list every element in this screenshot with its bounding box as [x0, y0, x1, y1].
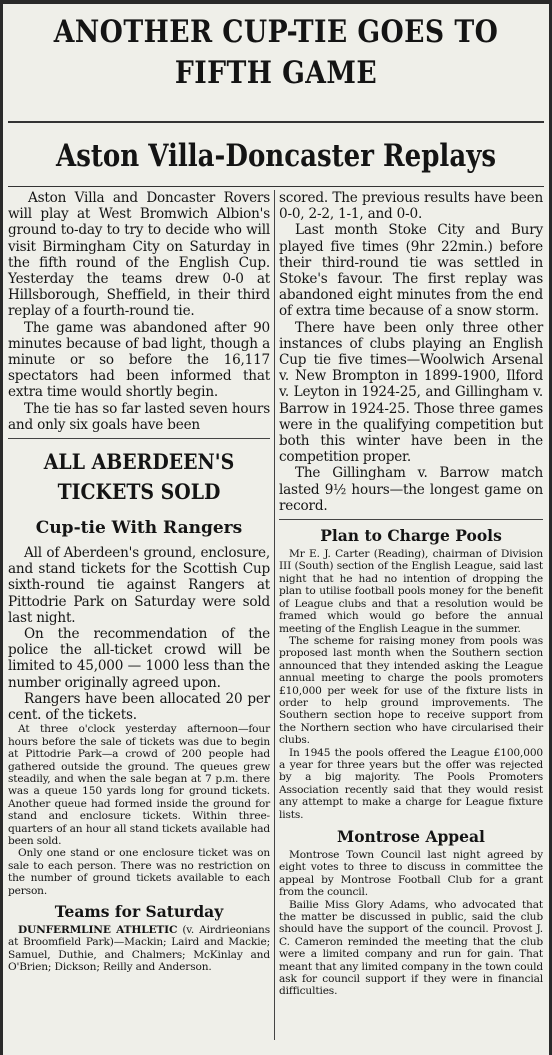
instances-paragraph: There have been only three other instances of clubs playing an English Cup tie five times—Woolwich Arsenal v. New Brompton in 1899-1900, Ilford v. Leyton in 1924-25, and Gillingham v. Barrow in 1924-25. Those three games were in the qualifying competition but both this winter have been in the competition proper. [279, 319, 543, 466]
aberdeen-paragraph-4: At three o'clock yesterday afternoon—four hours before the sale of tickets was due to begin at Pittodrie Park—a crowd of 200 people had gathered outside the ground. The queues grew steadily, and when the sale began at 7 p.m. there was a queue 150 yards long for ground tickets. Another queue had formed inside the ground for stand and enclosure tickets. Within three-quarters of an hour all stand tickets available had been sold. [8, 723, 270, 847]
pools-paragraph-3: In 1945 the pools offered the League £100,000 a year for three years but the offer was rejected by a big majority. The Pools Promoters Association recently said that they would resist any attempt to make a charge for League fixture lists. [279, 746, 543, 821]
aberdeen-headline-line-1: ALL ABERDEEN'S [43, 449, 235, 475]
right-column [279, 190, 543, 1050]
teams-club-name: DUNFERMLINE ATHLETIC [18, 923, 178, 936]
stoke-bury-paragraph: Last month Stoke City and Bury played five times (9hr 22min.) before their third-round tie was settled in Stoke's favour. The first replay was abandoned eight minutes from the end of extra time because of a snow storm. [279, 222, 543, 320]
rangers-subheadline: Cup-tie With Rangers [35, 518, 243, 539]
article-subheadline: Aston Villa-Doncaster Replays [55, 138, 496, 174]
headline-line-2: FIFTH GAME [174, 55, 378, 91]
villa-paragraph-1: Aston Villa and Doncaster Rovers will play at West Bromwich Albion's ground to-day to try to decide who will visit Birmingham City on Saturday in the fifth round of the English Cup. Yesterday the teams drew 0-0 at Hillsborough, Sheffield, in their third replay of a fourth-round tie. [8, 190, 270, 320]
main-headline [47, 12, 505, 94]
top-border [0, 0, 552, 4]
pools-headline: Plan to Charge Pools [320, 526, 502, 546]
subhead-divider [8, 186, 544, 187]
aberdeen-paragraph-3: Rangers have been allocated 20 per cent. of the tickets. [8, 690, 270, 724]
section-divider [8, 438, 270, 439]
section-divider-right [279, 519, 543, 520]
headline-divider [8, 121, 544, 123]
column-divider [274, 190, 275, 1040]
villa-paragraph-3: The tie has so far lasted seven hours and only six goals have been [8, 400, 270, 433]
aberdeen-headline-line-2: TICKETS SOLD [57, 479, 221, 505]
pools-paragraph-2: The scheme for raising money from pools was proposed last month when the Southern section announced that they intended asking the League annual meeting to charge the pools promoters £10,000 per week for use of the fixture lists in order to help ground improvements. The Southern section hope to receive support from the Northern section who have circularised their clubs. [279, 634, 543, 747]
montrose-paragraph-1: Montrose Town Council last night agreed by eight votes to three to discuss in committee the appeal by Montrose Football Club for a grant from the council. [279, 849, 543, 899]
pools-paragraph-1: Mr E. J. Carter (Reading), chairman of Division III (South) section of the English League, said last night that he had no intention of dropping the plan to utilise football pools money for the benefit of League clubs and that a resolution would be framed which would go before the annual meeting of the English League in the summer. [279, 548, 543, 635]
aberdeen-paragraph-1: All of Aberdeen's ground, enclosure, and stand tickets for the Scottish Cup sixth-round tie against Rangers at Pittodrie Park on Saturday were sold last night. [8, 545, 270, 626]
gillingham-paragraph: The Gillingham v. Barrow match lasted 9½ hours—the longest game on record. [279, 465, 543, 514]
villa-paragraph-2: The game was abandoned after 90 minutes because of bad light, though a minute or so before the 16,117 spectators had been informed that extra time would shortly begin. [8, 319, 270, 401]
teams-lineup: (v. Airdrieonians at Broomfield Park)—Mackin; Laird and Mackie; Samuel, Duthie, and Chalmers; McKinlay and O'Brien; Dickson; Reilly and Anderson. [8, 923, 270, 974]
left-column [8, 190, 270, 1050]
headline-line-1: ANOTHER CUP-TIE GOES TO [53, 14, 499, 50]
left-border [0, 0, 3, 1055]
teams-paragraph [8, 924, 270, 974]
montrose-paragraph-2: Bailie Miss Glory Adams, who advocated that the matter be discussed in public, said the club should have the support of the council. Provost J. C. Cameron reminded the meeting that the club were a limited company and run for gain. That meant that any limited company in the town could ask for council support if they were in financial difficulties. [279, 898, 543, 998]
aberdeen-paragraph-2: On the recommendation of the police the all-ticket crowd will be limited to 45,000 — 1000 less than the number originally agreed upon. [8, 626, 270, 691]
villa-continued-paragraph: scored. The previous results have been 0-0, 2-2, 1-1, and 0-0. [279, 190, 543, 223]
montrose-headline: Montrose Appeal [337, 827, 485, 846]
aberdeen-paragraph-5: Only one stand or one enclosure ticket was on sale to each person. There was no restriction on the number of ground tickets available to each person. [8, 847, 270, 897]
teams-headline: Teams for Saturday [54, 901, 224, 921]
aberdeen-headline [21, 447, 257, 507]
